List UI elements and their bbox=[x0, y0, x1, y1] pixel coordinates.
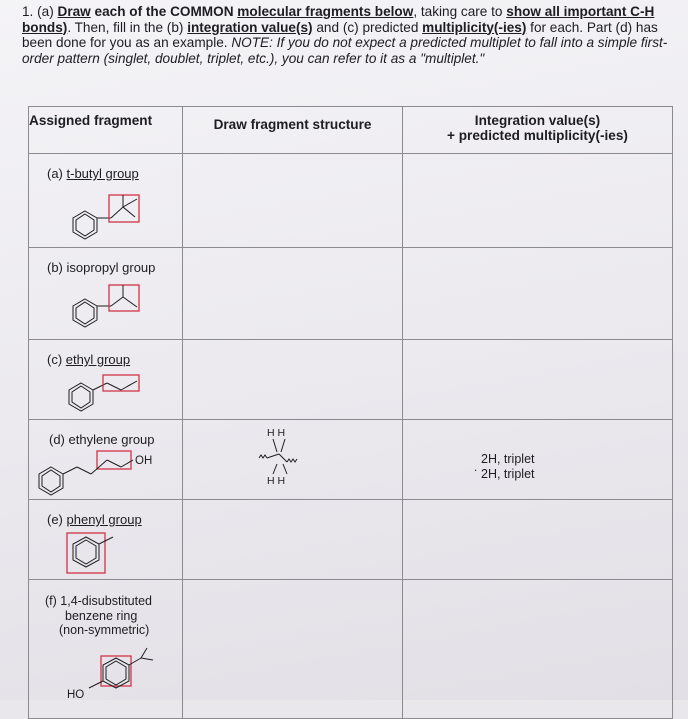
fragment-cell-isopropyl bbox=[29, 248, 183, 340]
instr-text-2: , taking care to bbox=[413, 4, 507, 19]
table-row bbox=[29, 340, 673, 420]
ho-label: HO bbox=[67, 688, 85, 701]
fragment-cell-tbutyl bbox=[29, 154, 183, 248]
instr-text-5: for each. Part (d) has been done for you as an example. bbox=[22, 19, 658, 50]
draw-cell-ethyl[interactable] bbox=[183, 340, 403, 420]
h-labels-top: H H bbox=[267, 427, 286, 439]
answer-cell-ethyl[interactable] bbox=[403, 340, 673, 420]
fragment-cell-disubstituted bbox=[29, 580, 183, 719]
header-integration-line1: Integration value(s) bbox=[474, 113, 601, 128]
ethyl-structure-diagram bbox=[67, 369, 157, 413]
fragment-name: phenyl group bbox=[66, 512, 142, 527]
fragment-name: isopropyl group bbox=[66, 260, 156, 275]
draw-emphasis: Draw bbox=[57, 4, 91, 19]
answer-cell-tbutyl[interactable] bbox=[403, 154, 673, 248]
fragments-emphasis: molecular fragments below bbox=[237, 4, 414, 19]
fragment-label-line2: benzene ring bbox=[65, 608, 138, 623]
fragment-label-line3: (non-symmetric) bbox=[59, 623, 150, 637]
fragment-label-line1: (f) 1,4-disubstituted bbox=[45, 594, 152, 608]
show-bonds-emphasis: show all important C-H bonds) bbox=[22, 4, 655, 35]
h-labels-bottom: H H bbox=[267, 475, 286, 487]
draw-cell-ethylene[interactable] bbox=[183, 420, 403, 500]
multiplicity-emphasis: multiplicity(-ies) bbox=[422, 19, 527, 35]
answer-line-2: 2H, triplet bbox=[481, 467, 535, 481]
fragment-name: ethylene group bbox=[68, 432, 155, 447]
table-row bbox=[29, 500, 673, 580]
phenyl-structure-diagram bbox=[65, 529, 155, 579]
fragment-table bbox=[28, 106, 673, 719]
fragment-cell-ethyl bbox=[29, 340, 183, 420]
table-header-row bbox=[29, 107, 673, 154]
answer-cell-ethylene[interactable] bbox=[403, 420, 673, 500]
note-text: NOTE: If you do not expect a predicted multiplet to fall into a simple first-order pattern (singlet, doublet, triplet, etc.), you can refer to it as a "multiplet." bbox=[22, 35, 668, 66]
ethylene-structure-diagram bbox=[35, 447, 185, 497]
instr-text-4: and (c) predicted bbox=[312, 19, 423, 35]
fragment-name: ethyl group bbox=[65, 352, 131, 367]
table-row bbox=[29, 420, 673, 500]
fragment-label: (e) phenyl group bbox=[47, 512, 142, 527]
ethylene-answer bbox=[403, 420, 672, 499]
fragment-cell-ethylene bbox=[29, 420, 183, 500]
header-integration-line2: + predicted multiplicity(-ies) bbox=[447, 128, 628, 143]
fragment-label: (d) ethylene group bbox=[49, 432, 155, 447]
answer-cell-phenyl[interactable] bbox=[403, 500, 673, 580]
question-number: 1. (a) bbox=[22, 4, 58, 19]
integration-answer-text bbox=[474, 452, 535, 482]
tbutyl-structure-diagram bbox=[67, 183, 157, 243]
instructions-paragraph bbox=[22, 4, 672, 66]
draw-cell-disubstituted[interactable] bbox=[183, 580, 403, 719]
fragment-label bbox=[29, 580, 182, 638]
draw-cell-phenyl[interactable] bbox=[183, 500, 403, 580]
header-draw-structure: Draw fragment structure bbox=[183, 107, 403, 154]
fragment-label: (c) ethyl group bbox=[47, 352, 131, 367]
integration-emphasis: integration value(s) bbox=[187, 19, 313, 35]
answer-line-1: 2H, triplet bbox=[481, 452, 535, 466]
fragment-cell-phenyl bbox=[29, 500, 183, 580]
header-integration bbox=[403, 107, 673, 154]
draw-cell-isopropyl[interactable] bbox=[183, 248, 403, 340]
header-assigned-fragment: Assigned fragment bbox=[29, 107, 183, 154]
answer-cell-disubstituted[interactable] bbox=[403, 580, 673, 719]
isopropyl-structure-diagram bbox=[67, 277, 157, 333]
table-row bbox=[29, 154, 673, 248]
instr-text-3: . Then, fill in the (b) bbox=[67, 19, 188, 35]
fragment-label: (b) isopropyl group bbox=[47, 260, 156, 275]
bullet-dot: . bbox=[474, 460, 478, 474]
table-row bbox=[29, 580, 673, 719]
fragment-name: t-butyl group bbox=[66, 166, 139, 181]
instr-text-1: each of the COMMON bbox=[90, 4, 238, 19]
table-row bbox=[29, 248, 673, 340]
oh-label: OH bbox=[135, 455, 153, 467]
disubstituted-structure-diagram bbox=[43, 638, 193, 718]
fragment-label: (a) t-butyl group bbox=[47, 166, 139, 181]
answer-cell-isopropyl[interactable] bbox=[403, 248, 673, 340]
ethylene-drawn-structure bbox=[183, 420, 403, 496]
draw-cell-tbutyl[interactable] bbox=[183, 154, 403, 248]
